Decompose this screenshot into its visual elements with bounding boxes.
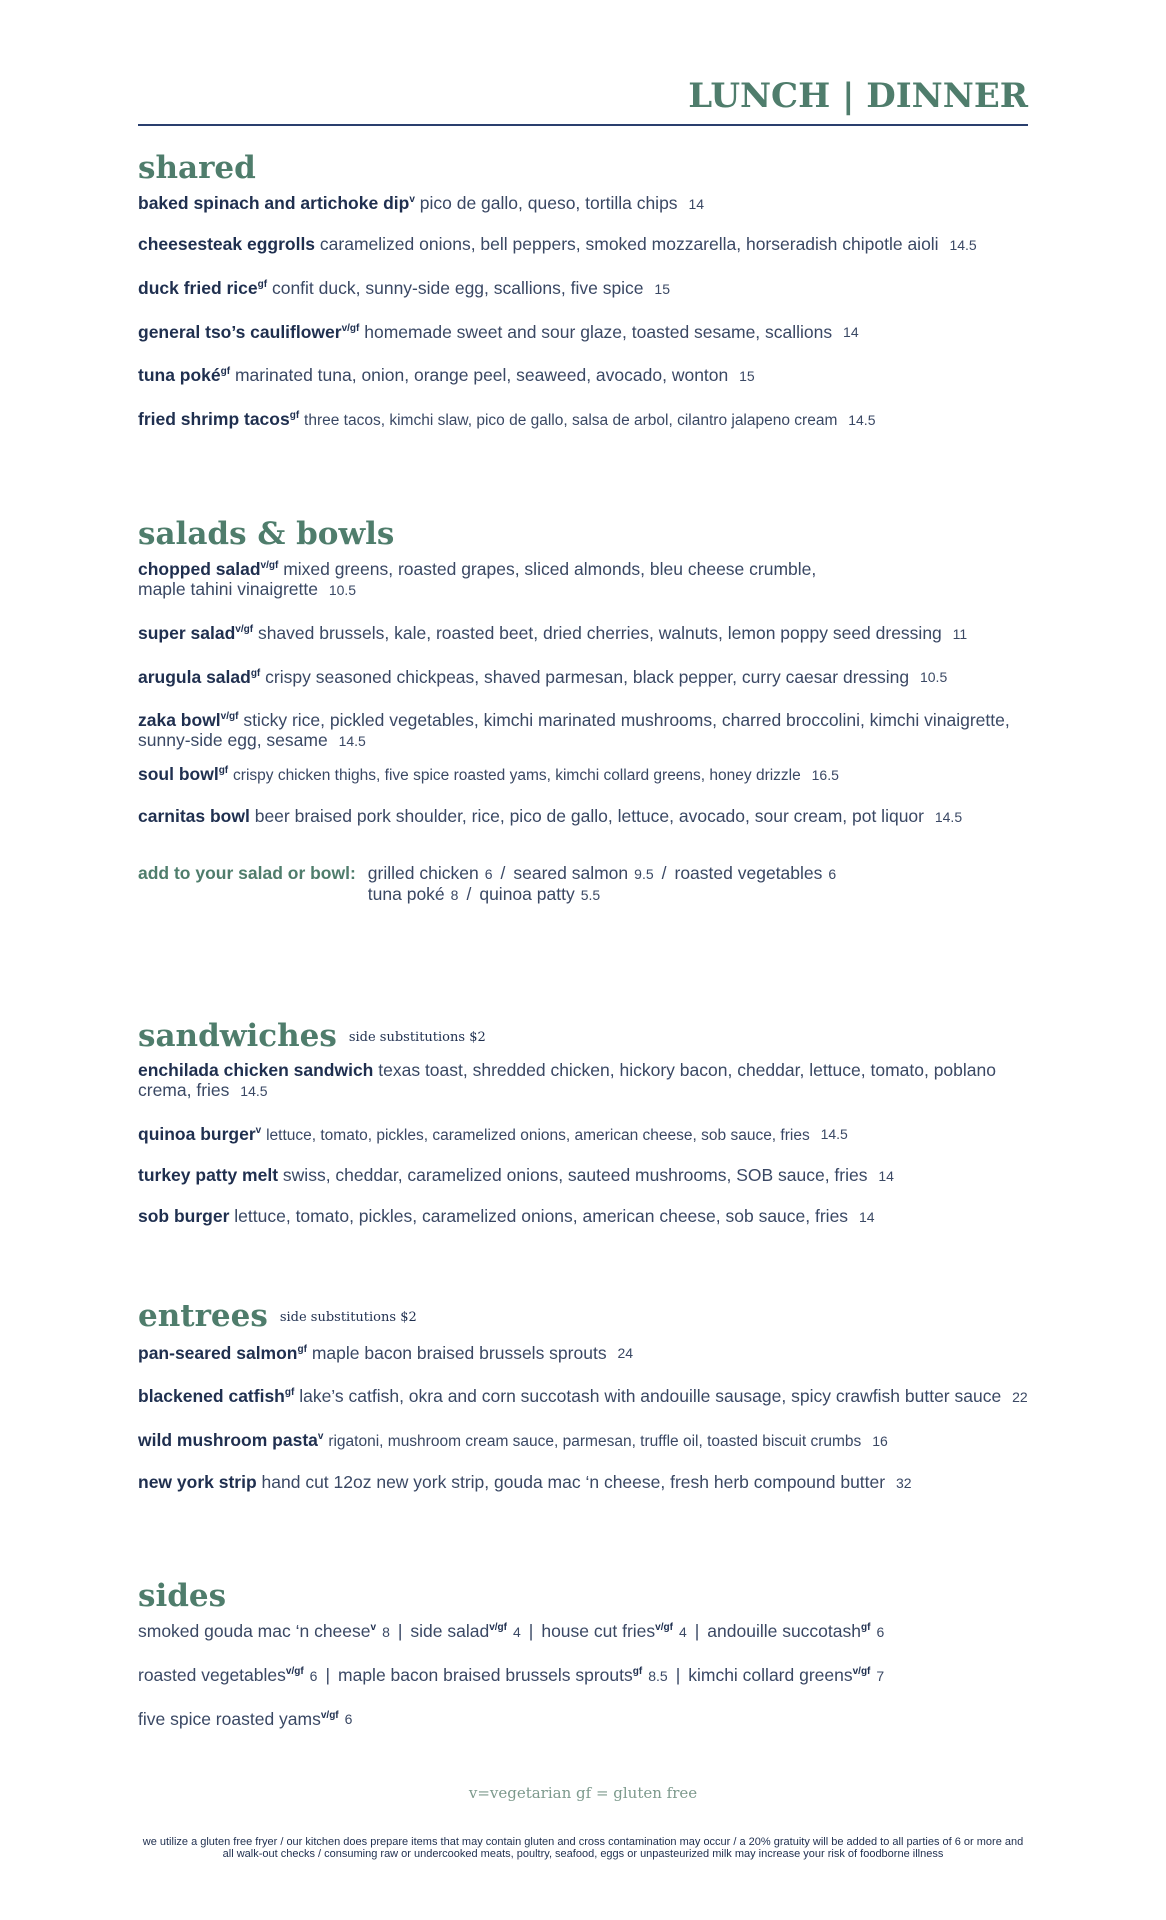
menu-item — [138, 1060, 1038, 1101]
section-shared — [138, 150, 1038, 451]
menu-item — [138, 761, 1038, 786]
add-on-name: roasted vegetables — [674, 863, 823, 884]
item-description: pico de gallo, queso, tortilla chips — [419, 192, 678, 213]
diet-tag: v/gf — [852, 1665, 871, 1677]
diet-legend: v=vegetarian gf = gluten free — [468, 1784, 698, 1802]
section-title-row — [138, 1018, 1038, 1056]
side-name: kimchi collard greens — [688, 1664, 853, 1685]
item-description: crispy chicken thighs, five spice roasted yams, kimchi collard greens, honey drizzle — [233, 767, 801, 785]
item-name: quinoa burger — [138, 1123, 256, 1144]
item-description: lake’s catfish, okra and corn succotash with andouille sausage, spicy crawfish butter sauce — [299, 1386, 1002, 1407]
item-description: marinated tuna, onion, orange peel, seaweed, avocado, wonton — [234, 365, 729, 386]
item-price: 14.5 — [934, 809, 963, 826]
item-name: soul bowl — [138, 764, 219, 785]
item-description: lettuce, tomato, pickles, caramelized onions, american cheese, sob sauce, fries — [266, 1126, 810, 1144]
section-note: side substitutions $2 — [279, 1309, 417, 1325]
diet-tag: v/gf — [655, 1622, 673, 1633]
item-description: sticky rice, pickled vegetables, kimchi marinated mushrooms, charred broccolini, kimchi vinaigrette, sunny-side egg, sesame — [138, 710, 1010, 751]
item-name: wild mushroom pasta — [138, 1429, 318, 1450]
menu-item — [138, 664, 1038, 688]
menu-item — [138, 620, 1038, 644]
item-price: 15 — [739, 368, 755, 385]
diet-tag: gf — [297, 1343, 307, 1355]
menu-item — [138, 234, 1038, 255]
item-name: turkey patty melt — [138, 1165, 279, 1186]
menu-item — [138, 1206, 1038, 1227]
item-price: 10.5 — [919, 669, 948, 686]
diet-tag: gf — [220, 366, 231, 378]
add-on-price: 6 — [484, 866, 493, 883]
menu-item — [138, 1121, 1038, 1146]
section-salads-bowls — [138, 516, 1038, 905]
item-name: general tso’s cauliflower — [138, 321, 342, 342]
menu-header — [138, 72, 1028, 126]
item-description: caramelized onions, bell peppers, smoked mozzarella, horseradish chipotle aioli — [319, 233, 939, 254]
item-price: 10.5 — [328, 581, 357, 598]
item-price: 14 — [858, 1209, 875, 1226]
item-description: shaved brussels, kale, roasted beet, dried cherries, walnuts, lemon poppy seed dressing — [257, 622, 942, 643]
menu-item — [138, 1383, 1038, 1407]
item-description: hand cut 12oz new york strip, gouda mac ‘n cheese, fresh herb compound butter — [261, 1471, 886, 1492]
item-price: 16.5 — [811, 767, 839, 784]
item-description: lettuce, tomato, pickles, caramelized onions, american cheese, sob sauce, fries — [234, 1206, 849, 1227]
item-price: 24 — [617, 1345, 634, 1362]
menu-item — [138, 1165, 1038, 1186]
add-on-name: quinoa patty — [479, 884, 575, 905]
side-price: 4 — [678, 1623, 687, 1640]
diet-tag: gf — [257, 278, 268, 290]
side-name: side salad — [410, 1620, 490, 1641]
sides-row — [138, 1706, 1038, 1730]
diet-tag: v — [370, 1622, 377, 1633]
diet-tag: v/gf — [489, 1622, 507, 1633]
diet-tag: gf — [218, 765, 229, 777]
item-price: 14.5 — [338, 733, 366, 750]
item-description: swiss, cheddar, caramelized onions, sauteed mushrooms, SOB sauce, fries — [282, 1165, 868, 1186]
item-description: texas toast, shredded chicken, hickory bacon, cheddar, lettuce, tomato, poblano crema, fries — [138, 1059, 996, 1100]
diet-tag: gf — [632, 1665, 643, 1677]
menu-item — [138, 190, 1038, 214]
section-title: shared — [138, 150, 256, 186]
disclaimer: we utilize a gluten free fryer / our kitchen does prepare items that may contain gluten and cross contamination may occur / a 20% gratuity will be added to all parties of 6 or more and all walk-out checks / consuming raw or undercooked meats, poultry, seafood, eggs or unpasteurized milk may increase your risk of foodborne illness — [142, 1836, 1024, 1860]
diet-tag: v/gf — [260, 560, 279, 571]
menu-item — [138, 319, 1038, 343]
sides-row: roasted vegetables$^{v/gf}$ 6 | maple bacon braised brussels sprouts$^{gf}$ 8.5 | kimchi collard greens$^{v/gf}$ 7 — [138, 1664, 885, 1685]
section-sandwiches — [138, 1018, 1038, 1247]
add-on-price: 9.5 — [634, 866, 654, 883]
item-name: zaka bowl — [138, 710, 221, 731]
item-price: 11 — [952, 625, 968, 642]
side-price: 6 — [344, 1711, 353, 1728]
item-name: pan-seared salmon — [138, 1342, 298, 1363]
item-price: 32 — [895, 1474, 912, 1491]
item-name: duck fried rice — [138, 277, 258, 298]
side-name: house cut fries — [541, 1620, 656, 1641]
add-on-price: 8 — [450, 887, 459, 904]
side-price: 8.5 — [648, 1667, 668, 1684]
side-name: maple bacon braised brussels sprouts — [338, 1664, 633, 1685]
section-title: salads & bowls — [138, 516, 395, 552]
item-price: 14.5 — [240, 1082, 268, 1099]
sides-row: smoked gouda mac ‘n cheese$^v$ 8 | side salad$^{v/gf}$ 4 | house cut fries$^{v/gf}$ 4 | andouille succotash$^{gf}$ 6 — [138, 1620, 885, 1641]
side-price: 4 — [513, 1623, 521, 1640]
side-price: 6 — [876, 1623, 885, 1640]
side-name: five spice roasted yams — [138, 1708, 321, 1729]
item-description: three tacos, kimchi slaw, pico de gallo, salsa de arbol, cilantro jalapeno cream — [304, 412, 838, 430]
item-price: 15 — [654, 280, 670, 297]
menu-item — [138, 1472, 1038, 1493]
add-on-name: grilled chicken — [367, 863, 479, 884]
item-price: 14 — [688, 195, 705, 212]
menu-item — [138, 362, 1038, 386]
diet-tag: v/gf — [285, 1665, 304, 1677]
item-price: 22 — [1012, 1389, 1028, 1406]
diet-tag: v — [317, 1431, 324, 1443]
diet-tag: v — [255, 1124, 262, 1136]
item-name: super salad — [138, 622, 236, 643]
menu-item — [138, 1427, 1038, 1452]
diet-tag: gf — [250, 667, 261, 679]
add-ons — [138, 863, 1038, 905]
page-title: LUNCH | DINNER — [688, 76, 1028, 116]
add-on-price: 5.5 — [580, 887, 601, 904]
section-sides — [138, 1578, 1038, 1749]
diet-tag: gf — [284, 1387, 295, 1399]
item-price: 14.5 — [820, 1126, 848, 1143]
section-entrees — [138, 1298, 1038, 1513]
item-price: 14 — [843, 324, 859, 341]
item-description: mixed greens, roasted grapes, sliced almonds, bleu cheese crumble, — [283, 558, 817, 579]
add-ons-label: add to your salad or bowl: — [138, 863, 356, 884]
diet-tag: v/gf — [235, 623, 254, 635]
item-price: 14 — [878, 1168, 894, 1185]
add-on-name: seared salmon — [513, 863, 629, 884]
menu-item — [138, 406, 1038, 431]
item-name: arugula salad — [138, 666, 251, 687]
diet-tag: v/gf — [320, 1709, 339, 1721]
item-price: 14.5 — [848, 412, 876, 429]
item-name: blackened catfish — [138, 1386, 285, 1407]
section-note: side substitutions $2 — [348, 1029, 486, 1045]
diet-tag: gf — [861, 1622, 871, 1633]
add-ons-list: grilled chicken 6 / seared salmon 9.5 / roasted vegetables 6 tuna poké 8 / quinoa patty 5.5 — [367, 863, 837, 905]
side-name: andouille succotash — [707, 1620, 861, 1641]
item-name: sob burger — [138, 1206, 230, 1227]
item-name: enchilada chicken sandwich — [138, 1059, 374, 1080]
item-name: new york strip — [138, 1471, 257, 1492]
item-description: rigatoni, mushroom cream sauce, parmesan, truffle oil, toasted biscuit crumbs — [328, 1432, 862, 1450]
item-name: carnitas bowl — [138, 806, 250, 827]
item-name: chopped salad — [138, 558, 261, 579]
item-description: maple bacon braised brussels sprouts — [311, 1342, 607, 1363]
menu-item — [138, 275, 1038, 299]
item-description: confit duck, sunny-side egg, scallions, five spice — [271, 277, 644, 298]
menu-item — [138, 556, 1038, 600]
section-title: entrees — [138, 1298, 268, 1334]
item-name: fried shrimp tacos — [138, 409, 290, 430]
side-name: smoked gouda mac ‘n cheese — [138, 1620, 371, 1641]
menu-item — [138, 707, 1038, 751]
add-on-price: 6 — [828, 866, 837, 883]
section-title-row — [138, 1298, 1038, 1336]
item-description: crispy seasoned chickpeas, shaved parmesan, black pepper, curry caesar dressing — [265, 666, 910, 687]
side-name: roasted vegetables — [138, 1664, 286, 1685]
item-price: 16 — [872, 1432, 888, 1449]
section-title: sides — [138, 1578, 227, 1614]
item-name: tuna poké — [138, 365, 221, 386]
item-description-continued: maple tahini vinaigrette — [138, 578, 318, 599]
menu-item — [138, 806, 1038, 827]
side-price: 6 — [309, 1667, 318, 1684]
diet-tag: gf — [289, 410, 300, 422]
side-price: 8 — [382, 1623, 390, 1640]
add-on-name: tuna poké — [367, 884, 445, 905]
item-name: cheesesteak eggrolls — [138, 233, 316, 254]
item-name: baked spinach and artichoke dip — [138, 192, 410, 213]
diet-tag: v/gf — [341, 322, 360, 334]
item-price: 14.5 — [949, 236, 977, 253]
menu-item — [138, 1340, 1038, 1364]
diet-tag: v/gf — [220, 711, 239, 723]
item-description: beer braised pork shoulder, rice, pico de gallo, lettuce, avocado, sour cream, pot liquor — [254, 806, 924, 827]
diet-tag: v — [409, 194, 415, 205]
item-description: homemade sweet and sour glaze, toasted sesame, scallions — [364, 321, 833, 342]
side-price: 7 — [876, 1667, 885, 1684]
section-title: sandwiches — [138, 1018, 337, 1054]
